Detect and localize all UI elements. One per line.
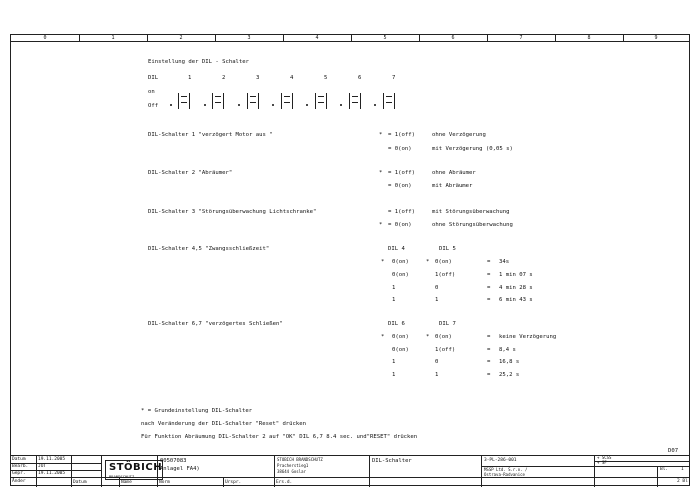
- dil-number: 7: [392, 75, 396, 81]
- dil-number: 3: [256, 75, 260, 81]
- dil-b-value: 0(on): [435, 259, 452, 265]
- column-number: 3: [247, 35, 251, 41]
- time-value: 16,8 s: [499, 359, 520, 365]
- default-marker: [170, 104, 172, 106]
- column-header: DIL 5: [439, 246, 456, 252]
- default-mark: *: [381, 334, 385, 340]
- equals: =: [487, 359, 491, 365]
- drawing-number: 3-PL-286-001: [484, 458, 517, 463]
- column-header: DIL 4: [388, 246, 405, 252]
- row-label: Änder: [12, 479, 26, 484]
- doc-number: 00507083: [160, 458, 187, 464]
- dil-b-value: 1: [435, 297, 439, 303]
- bottom-label: Ers.d.: [276, 480, 293, 485]
- dil-switch-7: [383, 93, 395, 109]
- column-number: 1: [111, 35, 115, 41]
- section-title: DIL-Schalter 2 "Abräumer": [148, 170, 233, 176]
- time-value: 34s: [499, 259, 510, 265]
- column-number: 8: [587, 35, 591, 41]
- column-number: 5: [383, 35, 387, 41]
- equals: =: [487, 272, 491, 278]
- default-mark: *: [379, 170, 383, 176]
- date-value: 19.11.2005: [38, 457, 66, 462]
- drawing-sheet: [10, 34, 690, 486]
- column-number: 6: [451, 35, 455, 41]
- default-mark: *: [381, 259, 385, 265]
- dil-switch-1: [178, 93, 190, 109]
- default-mark: *: [379, 132, 383, 138]
- default-mark: *: [426, 259, 430, 265]
- doc-name: Anlagel FA4): [160, 466, 200, 472]
- bottom-label: Datum: [73, 480, 87, 485]
- location-code: + SF: [597, 460, 607, 465]
- dil-switch-2: [212, 93, 224, 109]
- column-header: DIL 7: [439, 321, 456, 327]
- customer-line: Ostrava-Radvanice: [484, 472, 525, 477]
- column-header: DIL 6: [388, 321, 405, 327]
- dil-a-value: 0(on): [392, 347, 409, 353]
- dil-a-value: 1: [392, 297, 396, 303]
- row-label: Bearb.: [12, 464, 29, 469]
- dil-a-value: 1: [392, 285, 396, 291]
- note-default: * = Grundeinstellung DIL-Schalter: [141, 408, 253, 414]
- customer-line: MSSP Ltd. S.r.o. /: [484, 467, 528, 472]
- section-title: DIL-Schalter 1 "verzögert Motor aus ": [148, 132, 273, 138]
- note-function: Für Funktion Abräumung DIL-Schalter 2 auf "OK" DIL 6,7 8.4 sec. und"RESET" drücken: [141, 434, 418, 440]
- result: ohne Störungsüberwachung: [432, 222, 513, 228]
- column-number: 4: [315, 35, 319, 41]
- off-label: Off: [148, 103, 159, 109]
- bottom-label: Name: [121, 480, 132, 485]
- title-block: [11, 455, 689, 487]
- setting: = 0(on): [388, 183, 412, 189]
- dil-a-value: 0(on): [392, 259, 409, 265]
- default-mark: *: [379, 222, 383, 228]
- dil-b-value: 0(on): [435, 334, 452, 340]
- dil-b-value: 1: [435, 372, 439, 378]
- drawing-title: DIL-Schalter: [372, 458, 412, 464]
- time-value: 1 min 07 s: [499, 272, 533, 278]
- dil-number: 4: [290, 75, 294, 81]
- page-heading: Einstellung der DIL - Schalter: [148, 59, 250, 65]
- setting: = 0(on): [388, 146, 412, 152]
- time-value: 25,2 s: [499, 372, 520, 378]
- result: mit Abräumer: [432, 183, 473, 189]
- dil-number: 5: [324, 75, 328, 81]
- setting: = 1(off): [388, 209, 415, 215]
- sheet-total: 2 Bl: [677, 479, 688, 484]
- dil-number: 1: [188, 75, 192, 81]
- equals: =: [487, 259, 491, 265]
- dil-a-value: 0(on): [392, 272, 409, 278]
- company-line: STOBICH BRANDSCHUTZ: [277, 457, 323, 462]
- company-line: 38644 Goslar: [277, 469, 306, 474]
- row-label: Gepr.: [12, 471, 26, 476]
- logo-subtext: BRANDSCHUTZ: [109, 474, 135, 479]
- column-number: 2: [179, 35, 183, 41]
- dil-a-value: 1: [392, 359, 396, 365]
- logo-text: STÖBICH: [109, 462, 163, 473]
- dil-switch-4: [281, 93, 293, 109]
- setting: = 0(on): [388, 222, 412, 228]
- default-marker: [306, 104, 308, 106]
- dil-a-value: 0(on): [392, 334, 409, 340]
- default-marker: [238, 104, 240, 106]
- checked-date: 19.11.2005: [38, 471, 66, 476]
- result: mit Störungsüberwachung: [432, 209, 510, 215]
- company-line: Pracherstieg1: [277, 463, 309, 468]
- section-title: DIL-Schalter 3 "Störungsüberwachung Lichtschranke": [148, 209, 317, 215]
- on-label: on: [148, 89, 155, 95]
- default-marker: [272, 104, 274, 106]
- bottom-label: Urspr.: [225, 480, 242, 485]
- equals: =: [487, 347, 491, 353]
- dil-label: DIL: [148, 75, 159, 81]
- sheet-number: 1: [681, 467, 684, 472]
- setting: = 1(off): [388, 170, 415, 176]
- default-marker: [340, 104, 342, 106]
- sheet-code: D07: [668, 448, 679, 454]
- dil-switch-6: [349, 93, 361, 109]
- dil-b-value: 0: [435, 359, 439, 365]
- equals: =: [487, 297, 491, 303]
- time-value: 6 min 43 s: [499, 297, 533, 303]
- section-title: DIL-Schalter 4,5 "Zwangsschließzeit": [148, 246, 270, 252]
- result: mit Verzögerung (0,05 s): [432, 146, 513, 152]
- default-marker: [204, 104, 206, 106]
- time-value: 8,4 s: [499, 347, 516, 353]
- column-number: 0: [43, 35, 47, 41]
- default-mark: *: [426, 334, 430, 340]
- column-number: 9: [654, 35, 658, 41]
- column-number: 7: [519, 35, 523, 41]
- time-value: 4 min 28 s: [499, 285, 533, 291]
- section-title: DIL-Schalter 6,7 "verzögertes Schließen": [148, 321, 283, 327]
- result: ohne Abräumer: [432, 170, 476, 176]
- dil-switch-5: [315, 93, 327, 109]
- note-reset: nach Veränderung der DIL-Schalter "Reset" drücken: [141, 421, 307, 427]
- equals: =: [487, 334, 491, 340]
- equals: =: [487, 285, 491, 291]
- default-marker: [374, 104, 376, 106]
- bottom-label: Norm: [159, 480, 170, 485]
- drawn-by: JUT: [38, 464, 47, 469]
- dil-switch-3: [247, 93, 259, 109]
- dil-number: 6: [358, 75, 362, 81]
- dil-b-value: 1(off): [435, 347, 456, 353]
- dil-b-value: 0: [435, 285, 439, 291]
- row-label: Datum: [12, 457, 26, 462]
- dil-b-value: 1(off): [435, 272, 456, 278]
- column-ruler: [11, 35, 689, 42]
- sheet-label: Bl.: [660, 467, 669, 472]
- equals: =: [487, 372, 491, 378]
- company-logo: [105, 460, 163, 480]
- dil-a-value: 1: [392, 372, 396, 378]
- setting: = 1(off): [388, 132, 415, 138]
- time-value: keine Verzögerung: [499, 334, 557, 340]
- dil-number: 2: [222, 75, 226, 81]
- location-code: + SCSS: [597, 455, 612, 460]
- result: ohne Verzögerung: [432, 132, 486, 138]
